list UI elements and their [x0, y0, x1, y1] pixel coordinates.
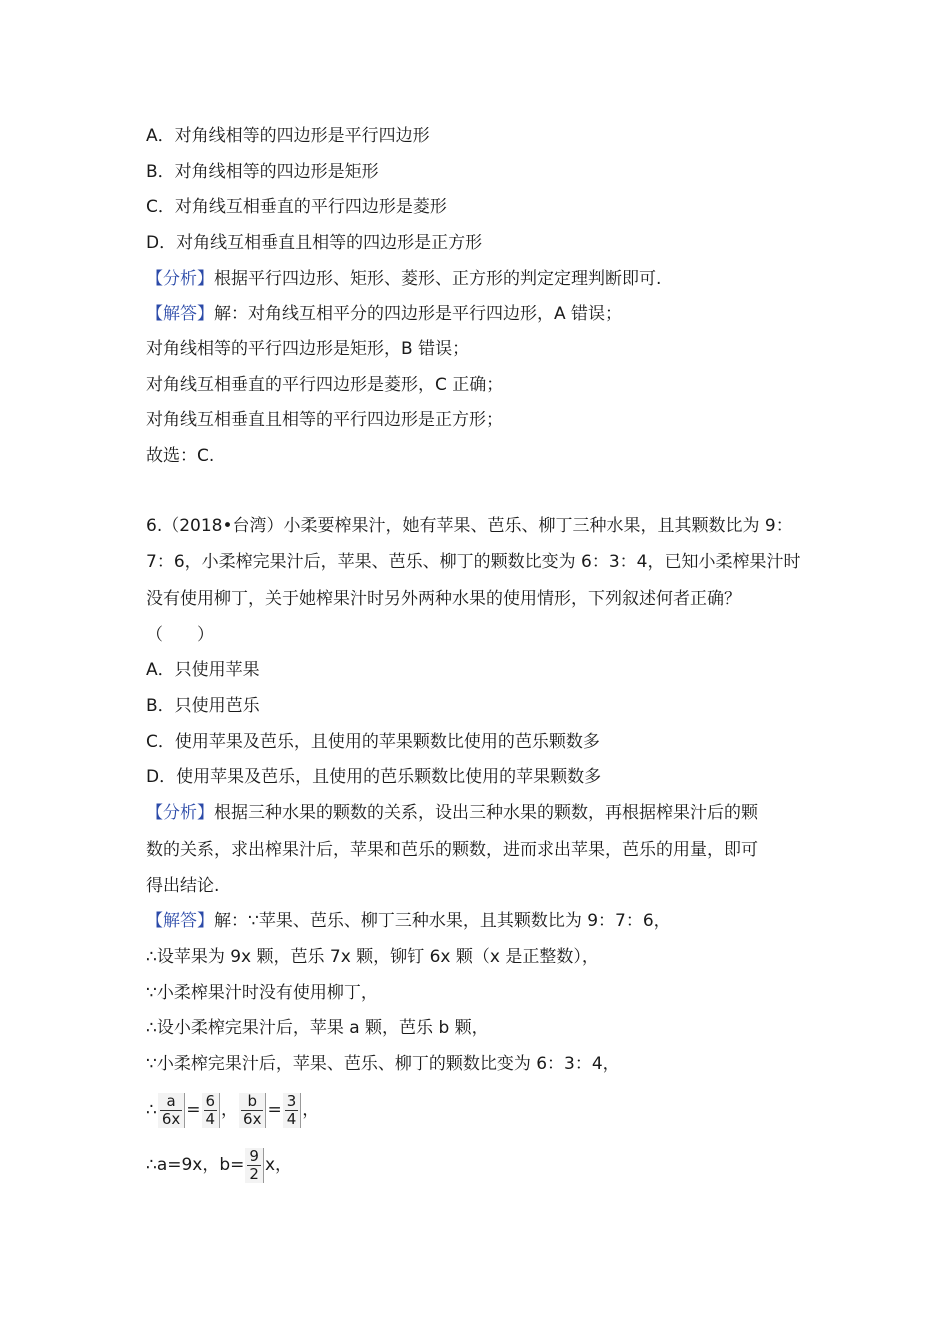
q5-option-a: A．对角线相等的四边形是平行四边形 — [146, 126, 430, 146]
fraction-a-over-6x — [158, 1093, 185, 1128]
q6-solution-line3: ∵小柔榨果汁时没有使用柳丁， — [146, 983, 378, 1003]
q5-solution-tag: 【解答】 — [146, 304, 214, 324]
fraction-denominator: 6x — [243, 1109, 262, 1128]
q5-analysis-text: 根据平行四边形、矩形、菱形、正方形的判定定理判断即可. — [214, 269, 662, 289]
equals-sign: = — [267, 1100, 282, 1120]
q5-solution-line2: 对角线相等的平行四边形是矩形，B 错误； — [146, 339, 470, 359]
fraction-denominator: 2 — [249, 1164, 259, 1183]
fraction-denominator: 6x — [161, 1109, 181, 1128]
q6-stem-line4: （ ） — [146, 625, 214, 645]
fraction-numerator: 9 — [249, 1146, 259, 1165]
q6-analysis — [146, 801, 758, 825]
eq1-separator: ， — [221, 1100, 239, 1120]
q6-solution-line2: ∴设苹果为 9x 颗，芭乐 7x 颗，铆钉 6x 颗（x 是正整数）， — [146, 947, 599, 967]
q6-stem-line3: 没有使用柳丁，关于她榨果汁时另外两种水果的使用情形，下列叙述何者正确？ — [146, 589, 741, 609]
q6-solution-tag: 【解答】 — [146, 911, 214, 931]
fraction-9-over-2 — [245, 1148, 264, 1183]
fraction-numerator: b — [241, 1093, 263, 1111]
q6-equation-ratios — [146, 1090, 319, 1130]
eq2-prefix: ∴a=9x，b= — [146, 1155, 245, 1175]
equals-sign: = — [186, 1100, 201, 1120]
q6-option-c: C．使用苹果及芭乐，且使用的苹果颗数比使用的芭乐颗数多 — [146, 732, 600, 752]
fraction-numerator: 3 — [286, 1091, 297, 1110]
fraction-denominator: 4 — [286, 1109, 297, 1128]
q6-analysis-line3: 得出结论. — [146, 876, 220, 896]
fraction-6-over-4 — [202, 1093, 221, 1128]
q6-solution-line5: ∵小柔榨完果汁后，苹果、芭乐、柳丁的颗数比变为 6：3：4， — [146, 1054, 620, 1074]
eq1-prefix: ∴ — [146, 1100, 157, 1120]
fraction-numerator: 6 — [205, 1091, 216, 1110]
q5-analysis — [146, 267, 661, 291]
q5-solution — [146, 302, 622, 326]
q5-option-c: C．对角线互相垂直的平行四边形是菱形 — [146, 197, 447, 217]
fraction-3-over-4 — [283, 1093, 302, 1128]
q6-analysis-line2: 数的关系，求出榨果汁后，苹果和芭乐的颗数，进而求出苹果，芭乐的用量，即可 — [146, 840, 758, 860]
q5-analysis-tag: 【分析】 — [146, 269, 214, 289]
q5-solution-line4: 对角线互相垂直且相等的平行四边形是正方形； — [146, 410, 503, 430]
q5-solution-line5: 故选：C. — [146, 446, 215, 466]
eq1-suffix: ， — [302, 1100, 320, 1120]
fraction-denominator: 4 — [205, 1109, 216, 1128]
q6-analysis-tag: 【分析】 — [146, 803, 214, 823]
q6-solution-line1: 解：∵苹果、芭乐、柳丁三种水果，且其颗数比为 9：7：6， — [214, 911, 671, 931]
q6-stem-line2: 7：6，小柔榨完果汁后，苹果、芭乐、柳丁的颗数比变为 6：3：4，已知小柔榨果汁时 — [146, 552, 801, 572]
q6-equation-results — [146, 1145, 292, 1185]
q6-solution-line4: ∴设小柔榨完果汁后，苹果 a 颗，芭乐 b 颗， — [146, 1018, 489, 1038]
q6-option-d: D．使用苹果及芭乐，且使用的芭乐颗数比使用的苹果颗数多 — [146, 767, 602, 787]
fraction-numerator: a — [160, 1093, 182, 1111]
q6-option-b: B．只使用芭乐 — [146, 696, 260, 716]
q6-analysis-line1: 根据三种水果的颗数的关系，设出三种水果的颗数，再根据榨果汁后的颗 — [214, 803, 758, 823]
q5-option-d: D．对角线互相垂直且相等的四边形是正方形 — [146, 233, 483, 253]
q6-stem-line1: 6.（2018•台湾）小柔要榨果汁，她有苹果、芭乐、柳丁三种水果，且其颗数比为 9： — [146, 516, 793, 536]
fraction-b-over-6x — [239, 1093, 266, 1128]
q5-option-b: B．对角线相等的四边形是矩形 — [146, 162, 379, 182]
q6-option-a: A．只使用苹果 — [146, 660, 260, 680]
q5-solution-line3: 对角线互相垂直的平行四边形是菱形，C 正确； — [146, 375, 504, 395]
q5-solution-line1: 解：对角线互相平分的四边形是平行四边形，A 错误； — [214, 304, 623, 324]
q6-solution — [146, 909, 671, 933]
eq2-suffix: x， — [264, 1155, 292, 1175]
